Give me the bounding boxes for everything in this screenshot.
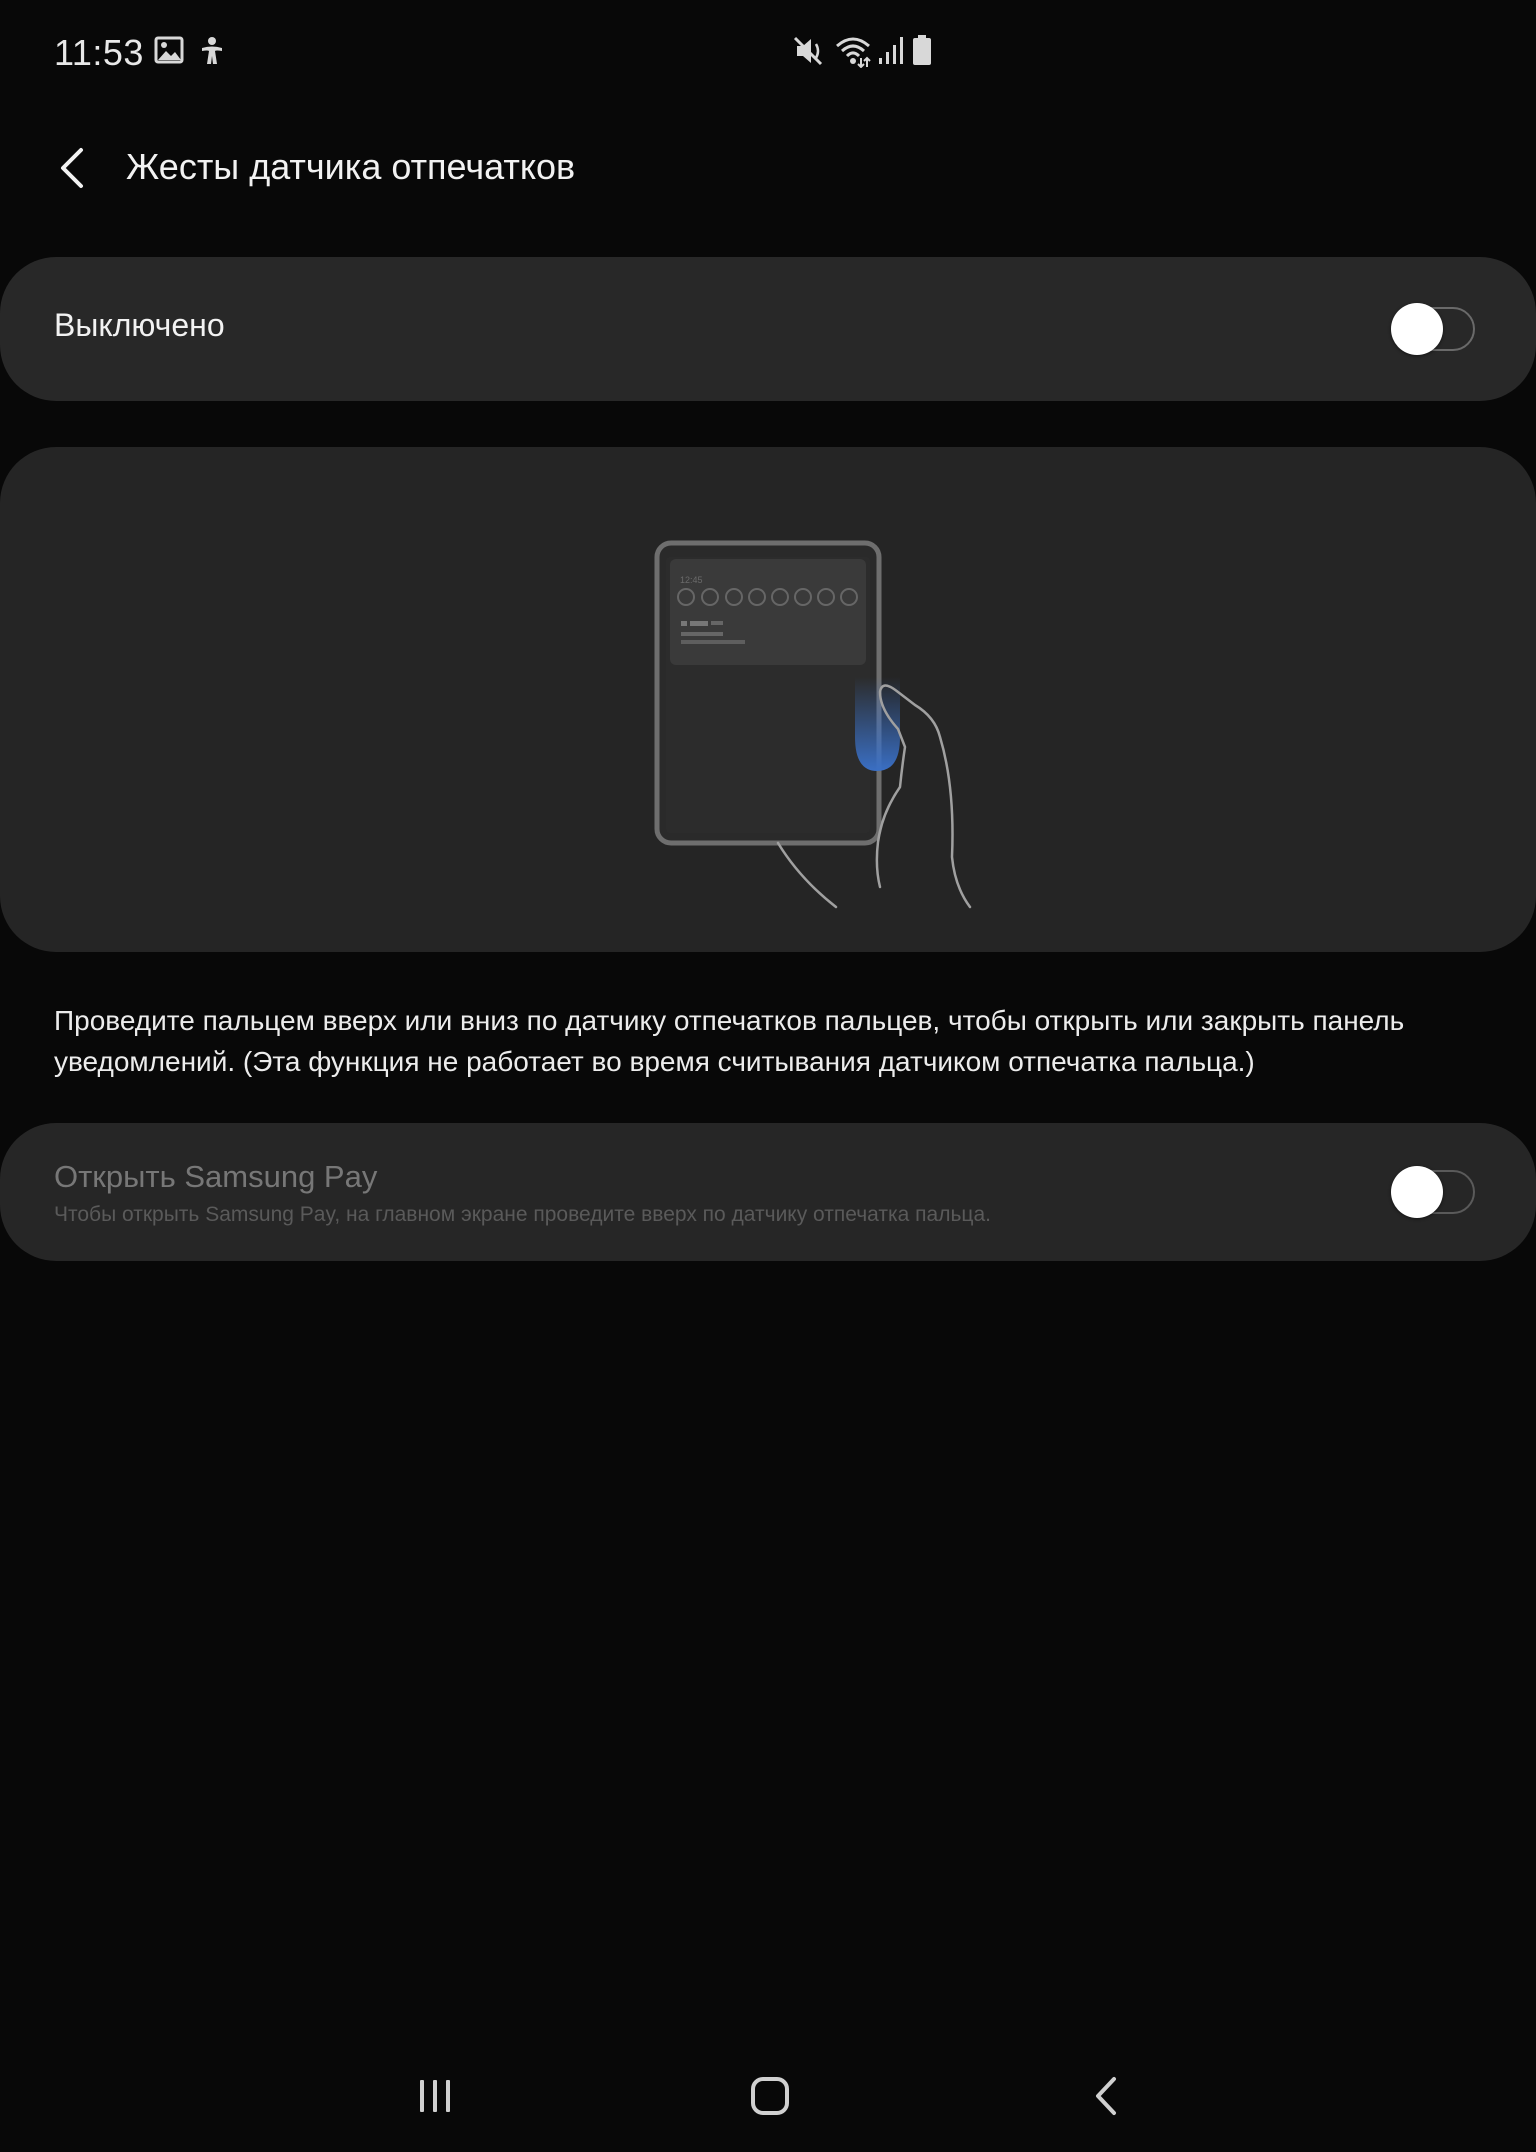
image-icon <box>154 36 184 69</box>
status-time: 11:53 <box>54 32 144 73</box>
feature-description: Проведите пальцем вверх или вниз по датчику отпечатков пальцев, чтобы открыть или закрыть панель уведомлений. (Эта функция не работает во время считывания датчиком отпечатка пальца.) <box>54 1005 1405 1077</box>
samsung-pay-row[interactable] <box>0 1123 1536 1261</box>
signal-icon <box>877 34 905 66</box>
wifi-icon <box>835 34 871 68</box>
back-icon <box>1086 2076 1126 2116</box>
samsung-pay-subtitle: Чтобы открыть Samsung Pay, на главном экране проведите вверх по датчику отпечатка пальца. <box>54 1203 991 1226</box>
mute-vibrate-icon <box>793 34 825 68</box>
status-bar <box>0 0 1536 104</box>
back-button[interactable] <box>40 130 104 206</box>
mini-clock: 12:45 <box>680 575 703 585</box>
navigation-bar <box>0 2040 1536 2152</box>
chevron-left-icon <box>57 146 87 190</box>
app-bar <box>0 130 1536 210</box>
master-switch-label: Выключено <box>54 307 225 343</box>
gesture-illustration-card <box>0 447 1536 952</box>
samsung-pay-title: Открыть Samsung Pay <box>54 1159 378 1194</box>
recents-button[interactable] <box>375 2040 495 2152</box>
recents-icon <box>415 2076 455 2116</box>
master-switch-card[interactable] <box>0 257 1536 401</box>
gesture-illustration <box>0 447 1536 952</box>
home-icon <box>750 2076 790 2116</box>
master-switch-toggle[interactable] <box>1393 307 1475 351</box>
toggle-knob <box>1391 1166 1443 1218</box>
home-button[interactable] <box>710 2040 830 2152</box>
samsung-pay-toggle[interactable] <box>1393 1170 1475 1214</box>
accessibility-icon <box>198 36 226 71</box>
battery-icon <box>911 34 933 66</box>
nav-back-button[interactable] <box>1046 2040 1166 2152</box>
toggle-knob <box>1391 303 1443 355</box>
page-title: Жесты датчика отпечатков <box>126 146 576 187</box>
